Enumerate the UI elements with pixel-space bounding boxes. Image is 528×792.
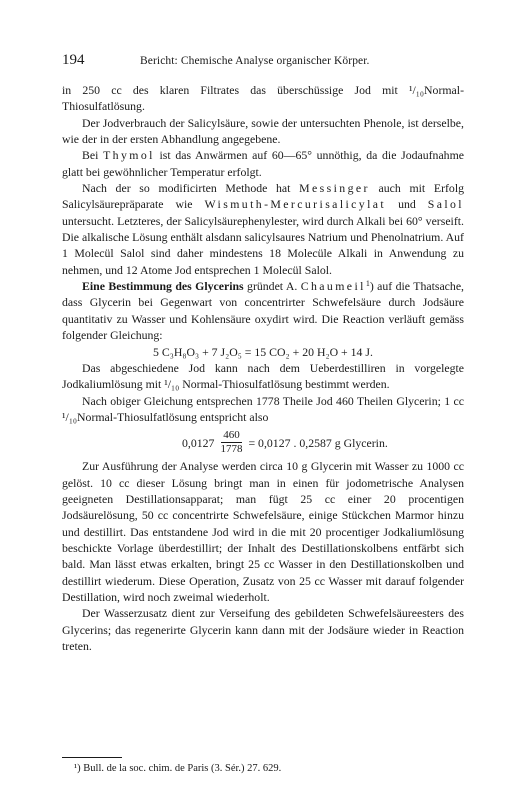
spaced-name: Salol (427, 197, 464, 212)
paragraph: Der Wasserzusatz dient zur Verseifung des gebildeten Schwefelsäureesters des Glycerins; das regenerirte Glycerin kann dann mit der Jodsäure wieder in Reaction treten. (62, 606, 464, 653)
spaced-name: Thymol (103, 148, 155, 163)
footnote-ref: 1 (365, 279, 370, 289)
paragraph: Nach der so modificirten Methode hat Messinger auch mit Erfolg Salicylsäurepräparate wie Wismuth-Mercurisalicylat und Salol untersucht. Letzteres, der Salicylsäurephenylester, wird durch Alkali bei 60° verseift. Die alkalische Lösung enthält alsdann salicylsaures Natrium und Phenolnatrium. Auf 1 Molecül Salol sind daher mindestens 18 Molecüle Alkali in Anwendung zu nehmen, und 12 Atome Jod entsprechen 1 Molecül Salol. (62, 181, 464, 277)
section-heading: Eine Bestimmung des Glycerins (82, 279, 244, 294)
fraction: $\frac{460}{1778}$ (220, 429, 243, 456)
spaced-name: Chaumeil (300, 279, 366, 294)
paragraph: Das abgeschiedene Jod kann nach dem Ueberdestilliren in vorgelegte Jodkaliumlösung mit ¹/₁₀ Normal-Thiosulfatlösung bestimmt werden. (62, 360, 464, 392)
paragraph: Der Jodverbrauch der Salicylsäure, sowie der untersuchten Phenole, ist derselbe, wie der in der ersten Abhandlung angegebene. (62, 115, 464, 147)
spaced-name: Messinger (299, 181, 370, 196)
body-text (62, 82, 464, 654)
equation: 5 C₃H₈O₃ + 7 J₂O₅ = 15 CO₂ + 20 H₂O + 14 J. (153, 344, 373, 359)
paragraph: Nach obiger Gleichung entsprechen 1778 Theile Jod 460 Theilen Glycerin; 1 cc ¹/₁₀Normal-Thiosulfatlösung entspricht also (62, 393, 464, 424)
paragraph: Bei Thymol ist das Anwärmen auf 60—65° unnöthig, da die Jodaufnahme glatt bei gewöhnlicher Temperatur erfolgt. (62, 148, 464, 179)
footnote-rule (62, 757, 122, 758)
spaced-name: Wismuth-Mercurisalicylat (204, 197, 387, 212)
footnote: ¹) Bull. de la soc. chim. de Paris (3. Sér.) 27. 629. (74, 763, 282, 774)
paragraph: in 250 cc des klaren Filtrates das überschüssige Jod mit ¹/₁₀Normal-Thiosulfatlösung. (62, 83, 464, 114)
equation-fraction: 0,0127 $\frac{460}{1778}$ = 0,0127 . 0,2587 g Glycerin. (182, 429, 388, 456)
page-number: 194 (62, 52, 85, 68)
paragraph: Eine Bestimmung des Glycerins gründet A. Chaumeil$^1$) auf die Thatsache, dass Glycerin bei Gegenwart von concentrirter Schwefelsäure durch Jodsäure quantitativ zu Wasser und Kohlensäure oxydirt wird. Die Reaction verläuft gemäss folgender Gleichung: (62, 279, 465, 343)
paragraph: Zur Ausführung der Analyse werden circa 10 g Glycerin mit Wasser zu 1000 cc gelöst. 10 cc dieser Lösung bringt man in einen für jodometrische Analysen geeigneten Destillationsapparat; man fügt 25 cc einer 20 procentigen Jodsäurelösung, 50 cc concentrirte Schwefelsäure, einige Stückchen Marmor hinzu und destillirt. Das entstandene Jod wird in die mit 20 procentiger Jodkaliumlösung beschickte Vorlage überdestillirt; der Inhalt des Destillationskolbens entfärbt sich bald. Man lässt etwas erkalten, bringt 25 cc Wasser in den Destillationskolben und destillirt wiederum. Diese Operation, Zusatz von 25 cc Wasser mit darauf folgender Destillation, wird noch zweimal wiederholt. (62, 459, 464, 604)
running-title: Bericht: Chemische Analyse organischer Körper. (140, 55, 370, 67)
